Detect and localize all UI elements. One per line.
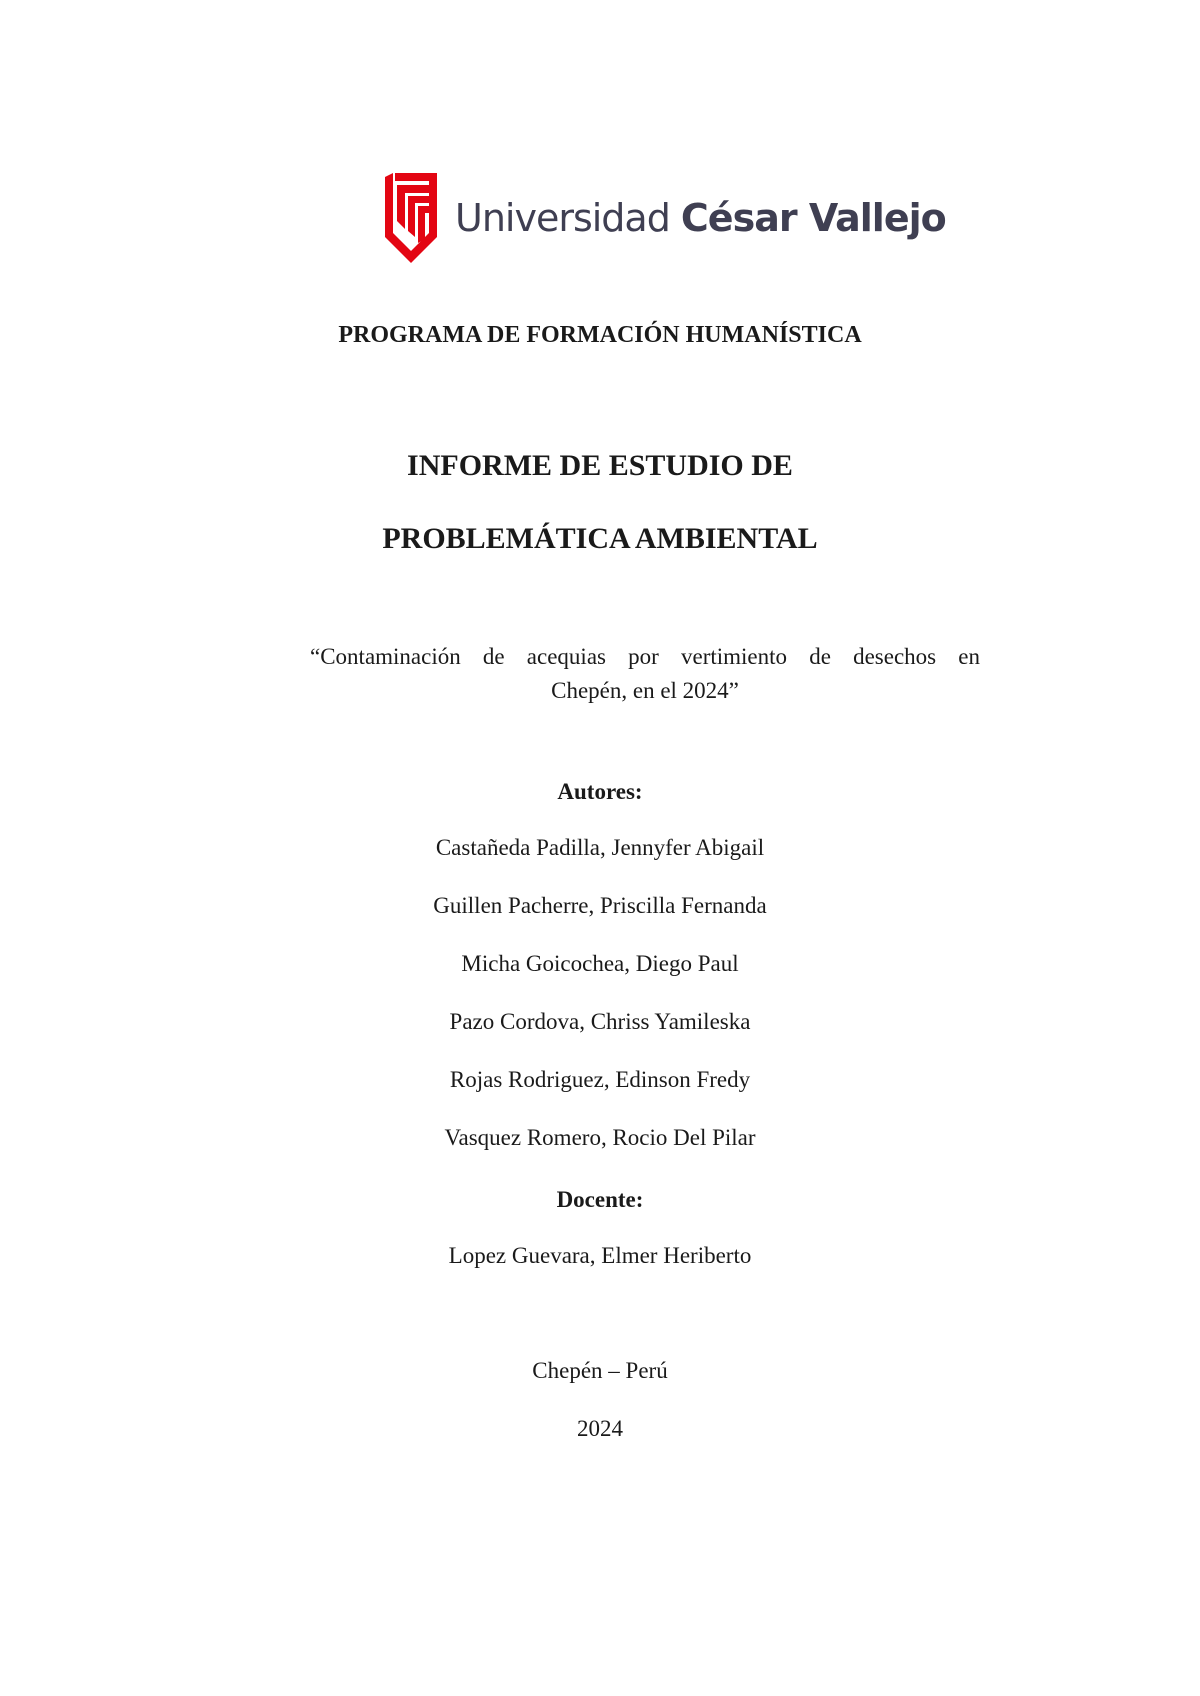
author-name: Guillen Pacherre, Priscilla Fernanda [433, 893, 767, 918]
university-name-light: Universidad [455, 196, 681, 240]
university-name-bold: César Vallejo [680, 196, 946, 240]
program-heading: PROGRAMA DE FORMACIÓN HUMANÍSTICA [338, 322, 862, 348]
author-name: Vasquez Romero, Rocio Del Pilar [444, 1125, 756, 1150]
author-name: Pazo Cordova, Chriss Yamileska [449, 1009, 751, 1034]
location: Chepén – Perú [532, 1358, 668, 1383]
report-title-line2: PROBLEMÁTICA AMBIENTAL [382, 522, 818, 555]
topic-line1: “Contaminación de acequias por vertimiento de desechos en [310, 644, 980, 669]
author-name: Castañeda Padilla, Jennyfer Abigail [435, 835, 765, 860]
university-logo [385, 172, 946, 264]
report-title-line1: INFORME DE ESTUDIO DE [407, 449, 793, 482]
teacher-name: Lopez Guevara, Elmer Heriberto [448, 1243, 752, 1268]
ucv-shield-icon [385, 173, 437, 263]
author-name: Rojas Rodriguez, Edinson Fredy [449, 1067, 751, 1092]
year: 2024 [577, 1416, 623, 1441]
authors-label: Autores: [557, 779, 643, 804]
topic-line2: Chepén, en el 2024” [551, 678, 739, 703]
teacher-label: Docente: [556, 1187, 644, 1212]
report-topic [310, 640, 980, 708]
author-name: Micha Goicochea, Diego Paul [461, 951, 739, 976]
university-name [455, 196, 946, 240]
